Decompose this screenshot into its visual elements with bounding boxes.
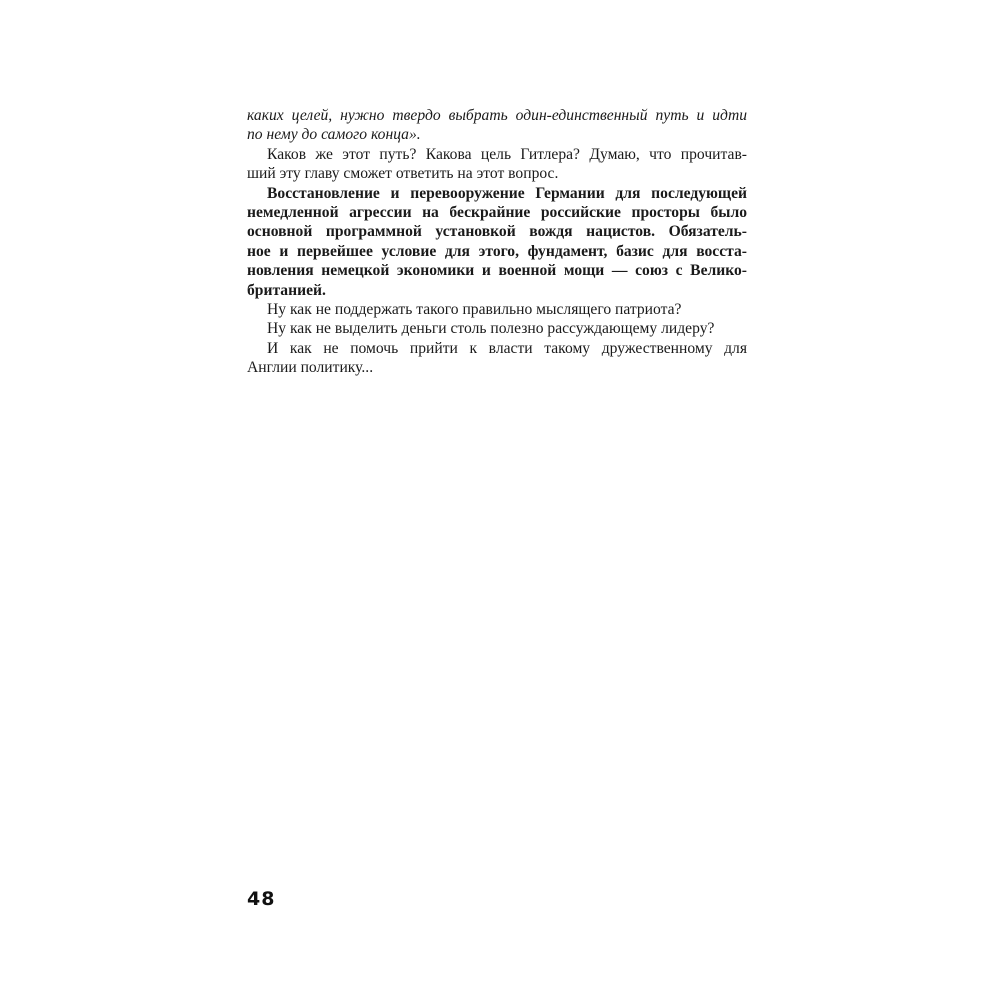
- page-number: 48: [247, 888, 276, 910]
- body-text: [247, 106, 747, 378]
- text-line: новления немецкой экономики и военной мощи — союз с Велико-: [247, 262, 747, 280]
- text-line: немедленной агрессии на бескрайние российские просторы было: [247, 204, 747, 222]
- text-line: И как не помочь прийти к власти такому дружественному для: [267, 339, 747, 357]
- question-paragraph: [247, 145, 747, 184]
- text-line: Ну как не поддержать такого правильно мыслящего патриота?: [267, 301, 682, 319]
- text-line: по нему до самого конца».: [247, 126, 421, 144]
- closing-paragraph: [247, 339, 747, 378]
- text-line: каких целей, нужно твердо выбрать один-единственный путь и идти: [247, 107, 747, 124]
- rhetorical-question-paragraph: [247, 300, 747, 319]
- text-line: Англии политику...: [247, 359, 374, 377]
- text-line: Восстановление и перевооружение Германии для последующей: [267, 184, 747, 202]
- text-line: основной программной установкой вождя нацистов. Обязатель-: [247, 223, 747, 241]
- text-line: Каков же этот путь? Какова цель Гитлера? Думаю, что прочитав-: [267, 145, 747, 163]
- bold-thesis-paragraph: [247, 184, 747, 300]
- quote-paragraph: [247, 106, 747, 145]
- text-line: Ну как не выделить деньги столь полезно рассуждающему лидеру?: [267, 320, 715, 338]
- text-line: британией.: [247, 281, 326, 299]
- text-line: ное и первейшее условие для этого, фундамент, базис для восста-: [247, 242, 747, 260]
- text-line: ший эту главу сможет ответить на этот вопрос.: [247, 165, 559, 183]
- rhetorical-question-paragraph: [247, 319, 747, 338]
